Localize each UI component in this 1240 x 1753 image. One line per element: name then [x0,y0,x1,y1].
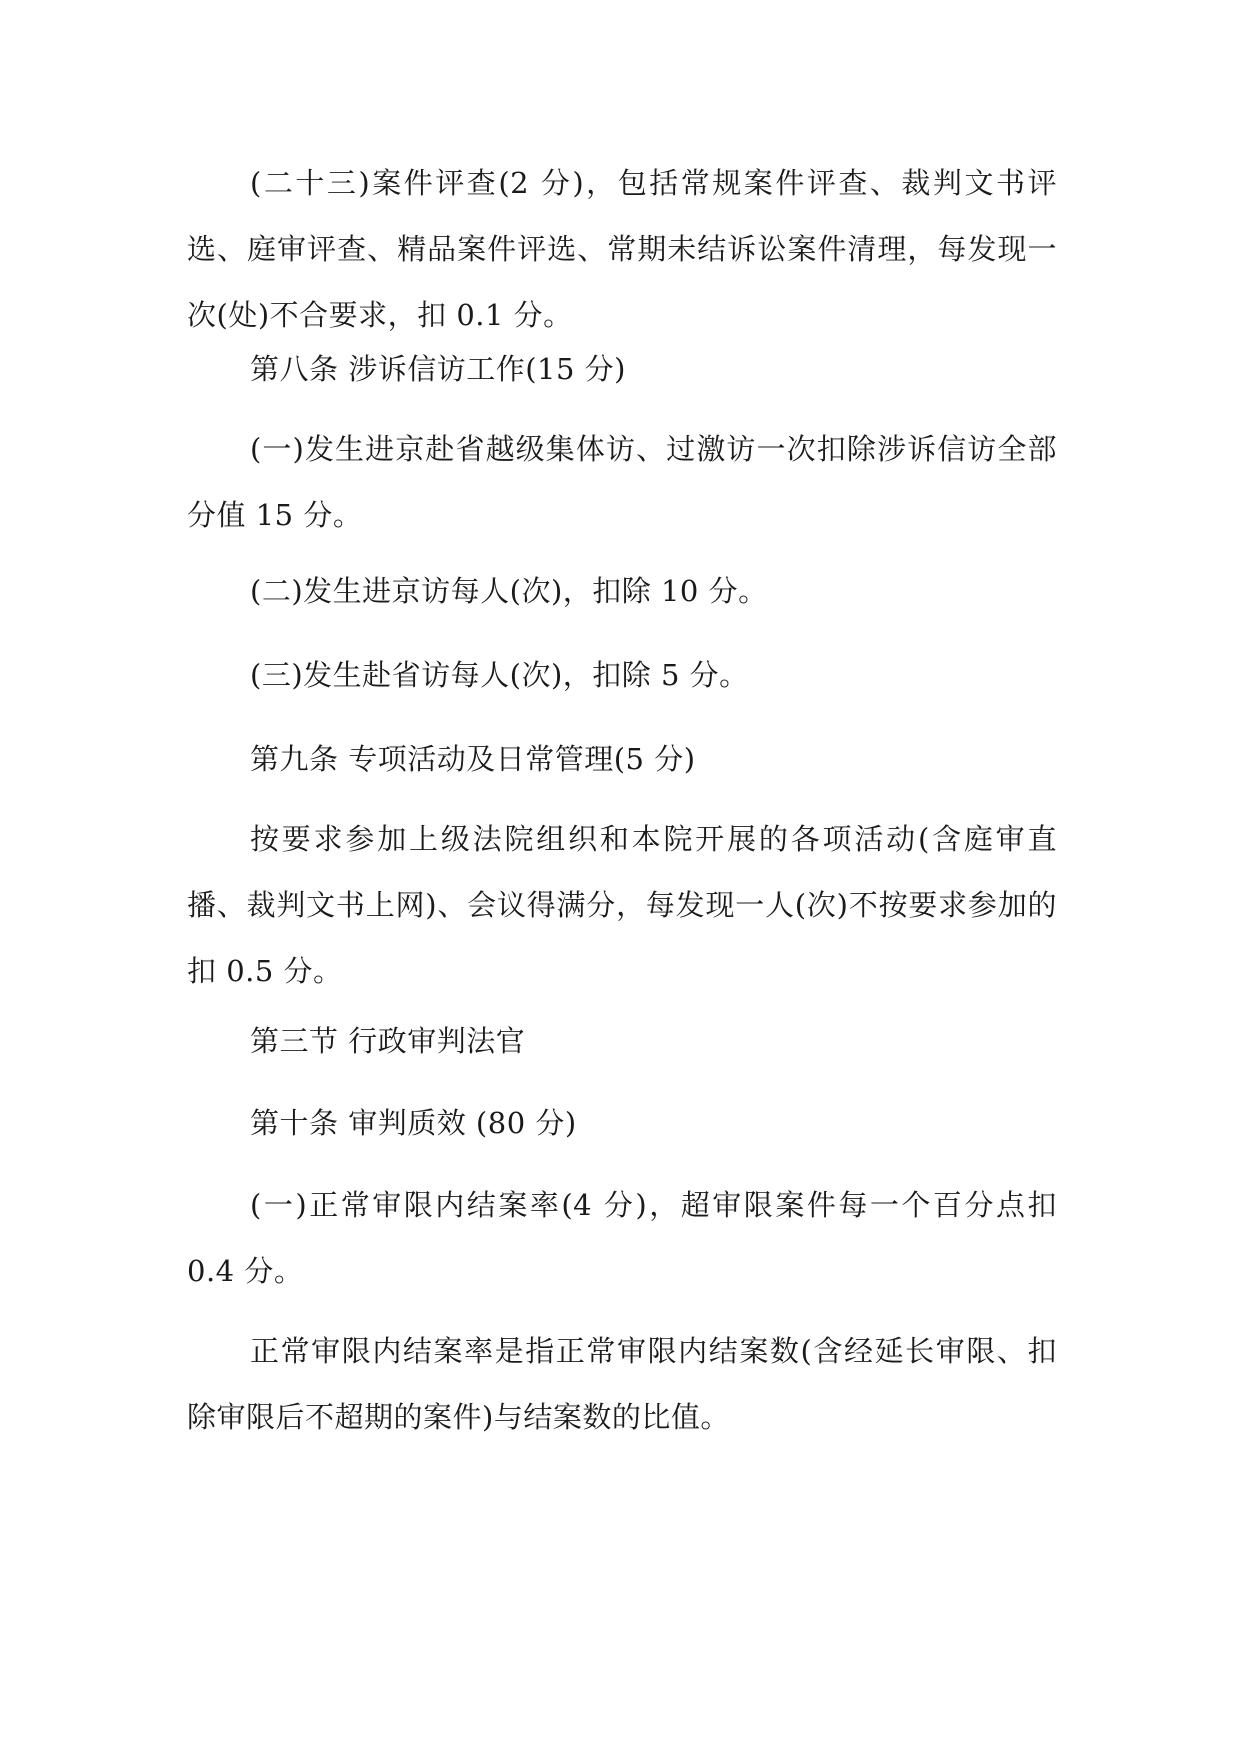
article-8-heading: 第八条 涉诉信访工作(15 分) [250,352,626,386]
paragraph-article-8-item-3: (三)发生赴省访每人(次)，扣除 5 分。 [250,658,749,692]
article-10-heading: 第十条 审判质效 (80 分) [250,1106,577,1140]
article-9-heading: 第九条 专项活动及日常管理(5 分) [250,742,696,776]
section-3-heading: 第三节 行政审判法官 [250,1024,526,1058]
paragraph-article-8-item-1: (一)发生进京赴省越级集体访、过激访一次扣除涉诉信访全部分值 15 分。 [187,432,1057,532]
paragraph-article-8-item-2: (二)发生进京访每人(次)，扣除 10 分。 [250,574,768,608]
paragraph-article-9-body: 按要求参加上级法院组织和本院开展的各项活动(含庭审直播、裁判文书上网)、会议得满分，每发现一人(次)不按要求参加的扣 0.5 分。 [187,822,1057,988]
paragraph-closing-rate-definition: 正常审限内结案率是指正常审限内结案数(含经延长审限、扣除审限后不超期的案件)与结案数的比值。 [187,1334,1057,1434]
paragraph-article-10-item-1: (一)正常审限内结案率(4 分)，超审限案件每一个百分点扣 0.4 分。 [187,1188,1057,1288]
paragraph-case-review: (二十三)案件评查(2 分)，包括常规案件评查、裁判文书评选、庭审评查、精品案件评选、常期未结诉讼案件清理，每发现一次(处)不合要求，扣 0.1 分。 [187,166,1057,332]
